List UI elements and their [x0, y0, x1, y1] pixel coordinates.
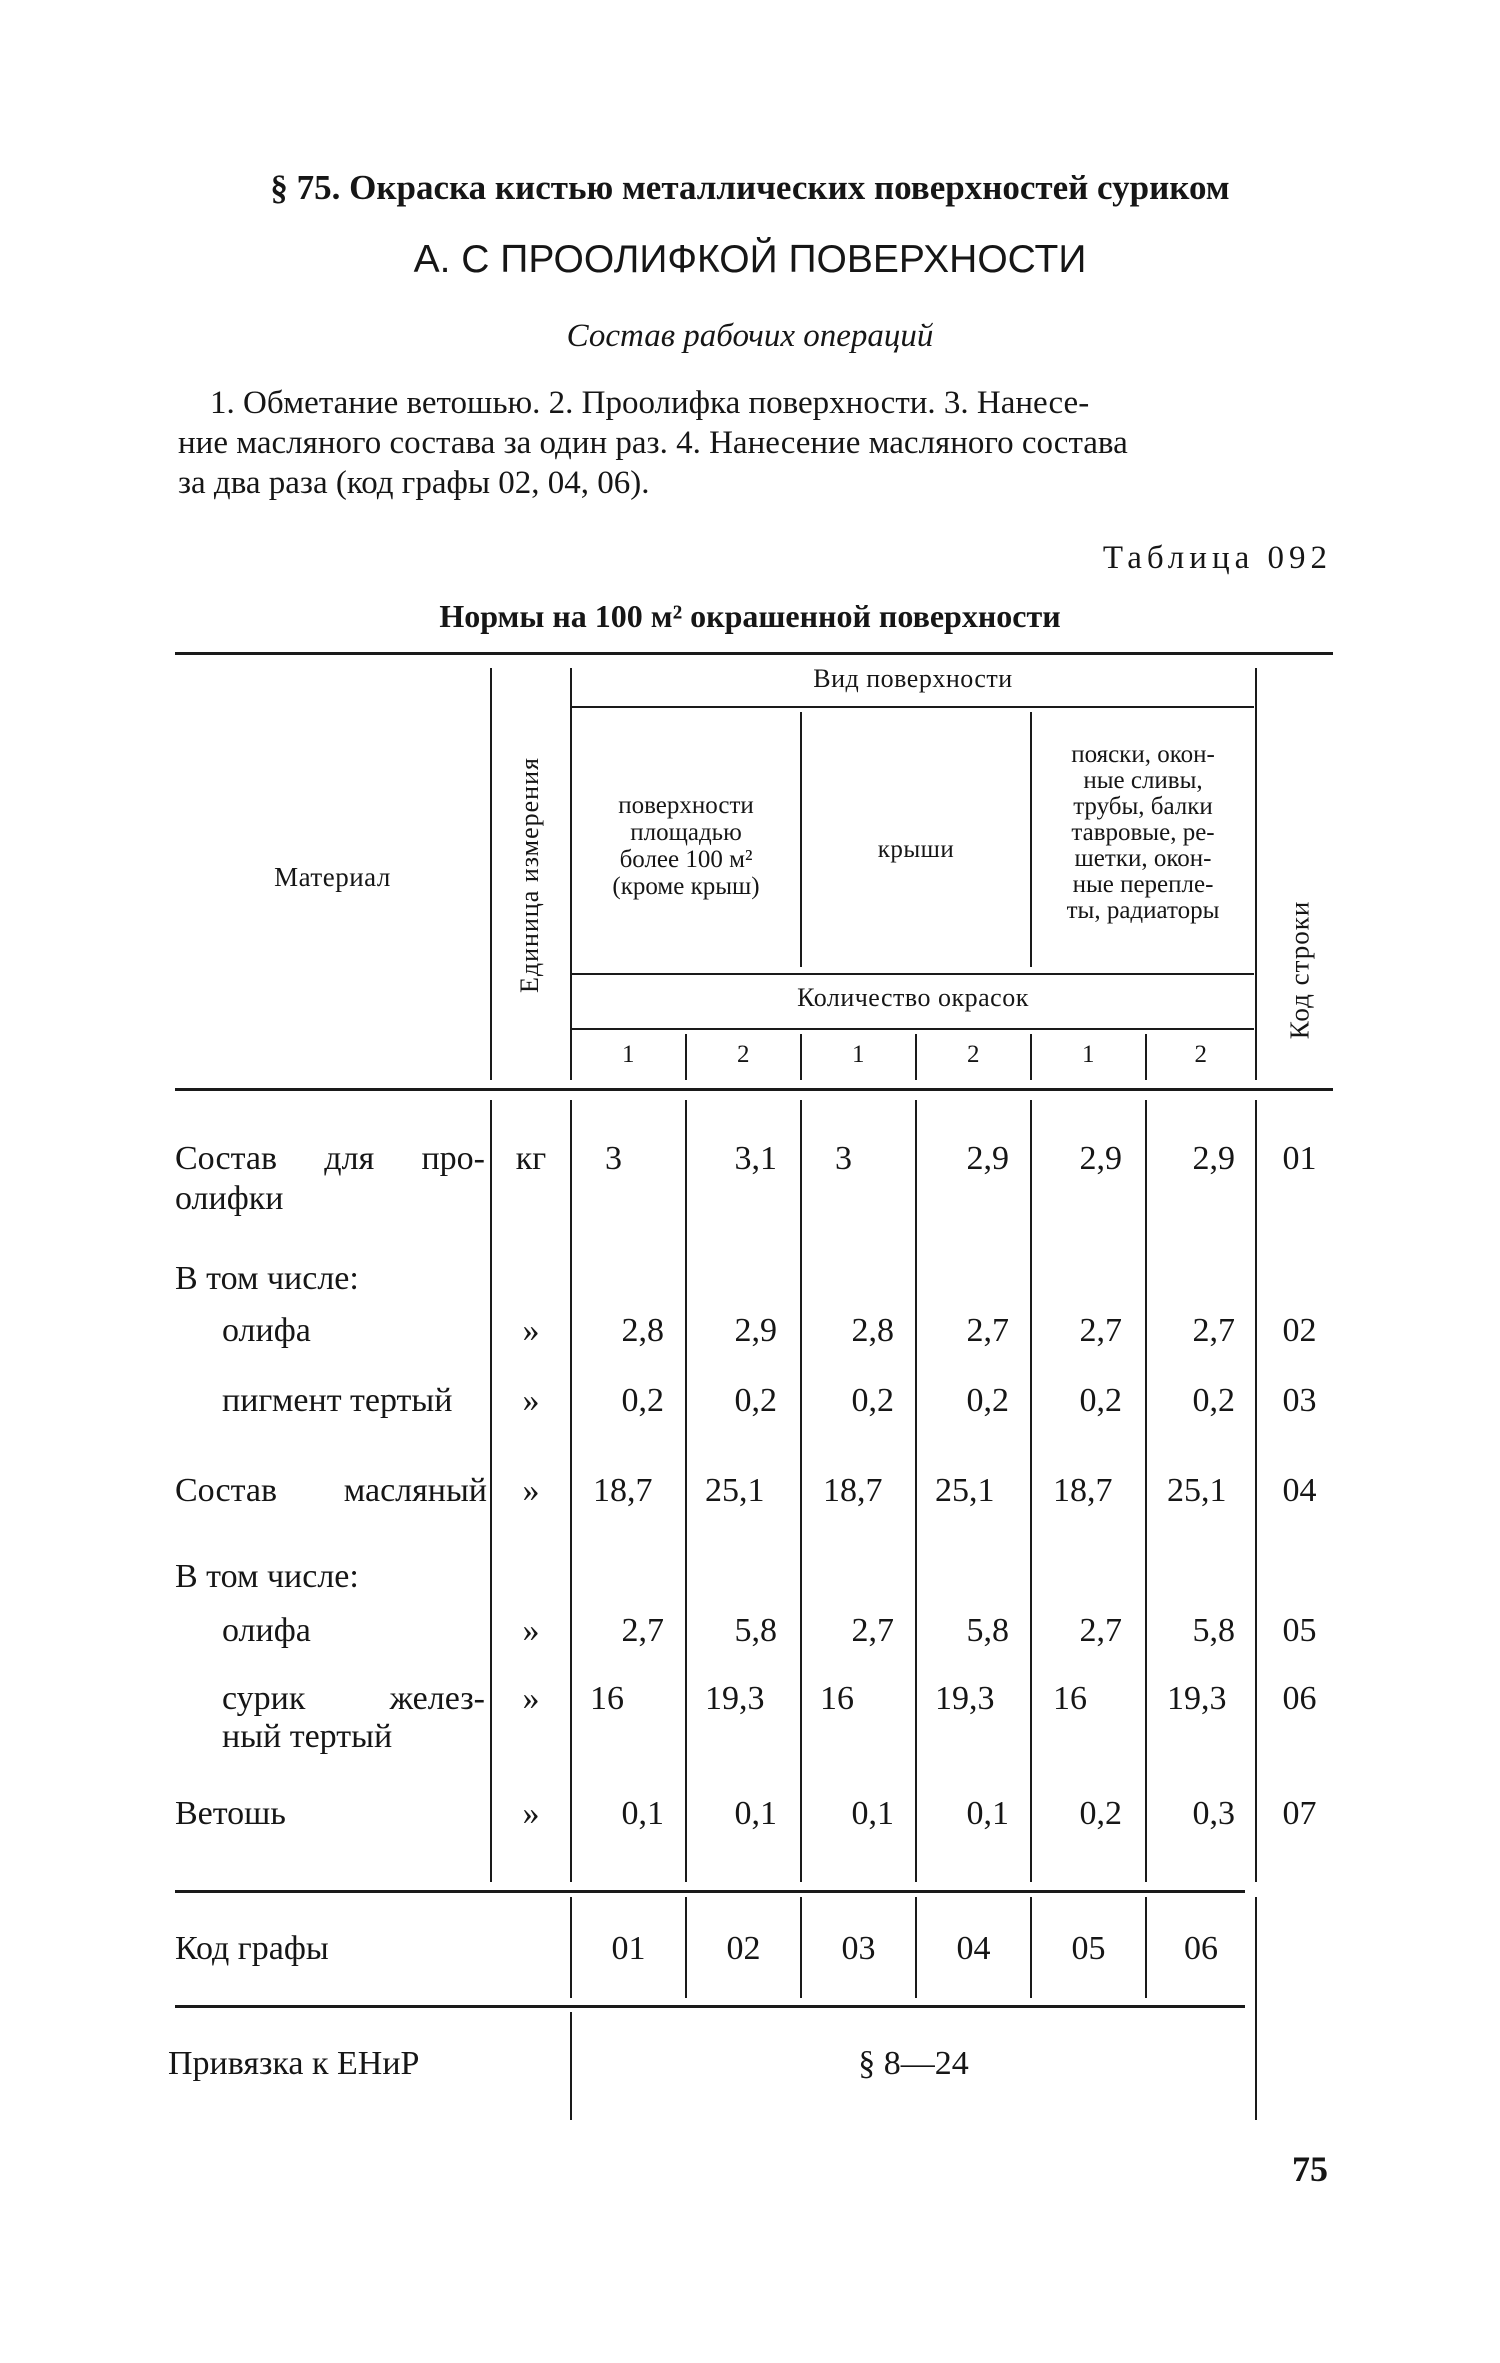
row-value: 5,8 [1192, 1612, 1235, 1649]
row-value: 5,8 [734, 1612, 777, 1649]
row-unit: кг [515, 1140, 547, 1177]
header-rule-count [572, 973, 1254, 975]
header-rule-coats [572, 1028, 1254, 1030]
row-value: 2,7 [621, 1612, 664, 1649]
codes-bottom-rule [175, 2005, 1245, 2008]
row-value: 0,2 [1079, 1382, 1122, 1419]
coat-divider-b-1 [685, 1100, 687, 1882]
header-coat-1: 1 [622, 1041, 635, 1068]
row-code: 07 [1282, 1795, 1317, 1832]
row-value: 2,9 [1192, 1140, 1235, 1177]
code-col-left-border-bottom [1255, 1897, 1257, 2120]
row-value: 16 [590, 1680, 624, 1717]
subgroup-label: В том числе: [175, 1260, 359, 1297]
header-surface-3-line: ные перепле- [1072, 871, 1214, 898]
header-surface-type: Вид поверхности [813, 664, 1013, 693]
row-unit: » [522, 1382, 540, 1419]
header-surface-3-line: тавровые, ре- [1071, 819, 1215, 846]
row-code: 01 [1282, 1140, 1317, 1177]
row-value: 3 [835, 1140, 852, 1177]
column-code: 06 [1184, 1930, 1218, 1967]
row-value: 0,1 [621, 1795, 664, 1832]
column-code: 03 [841, 1930, 876, 1967]
coat-divider-b-4 [1030, 1100, 1032, 1882]
operations-line-3: за два раза (код графы 02, 04, 06). [178, 465, 650, 501]
row-value: 3,1 [734, 1140, 777, 1177]
row-label: Состав масляный [175, 1472, 487, 1509]
row-value: 0,1 [851, 1795, 894, 1832]
binding-label: Привязка к ЕНиР [168, 2045, 420, 2082]
row-value: 2,7 [1192, 1312, 1235, 1349]
row-value: 0,1 [734, 1795, 777, 1832]
header-surface-1-line: более 100 м² [619, 846, 753, 873]
coat-divider-b-2 [800, 1100, 802, 1882]
row-value: 16 [1053, 1680, 1087, 1717]
row-code: 03 [1282, 1382, 1317, 1419]
column-code: 02 [726, 1930, 761, 1967]
header-rule-surface [572, 706, 1254, 708]
column-code: 04 [956, 1930, 991, 1967]
row-label: сурик желез- [222, 1680, 485, 1717]
body-bottom-rule [175, 1890, 1245, 1893]
row-value: 0,2 [1192, 1382, 1235, 1419]
header-surface-2: крыши [877, 836, 955, 863]
coat-divider-b-3 [915, 1100, 917, 1882]
row-value: 19,3 [935, 1680, 995, 1717]
header-material: Материал [274, 862, 391, 892]
row-value: 16 [820, 1680, 854, 1717]
header-surface-3-line: ные сливы, [1083, 767, 1203, 794]
row-value: 2,7 [1079, 1312, 1122, 1349]
row-value: 2,9 [1079, 1140, 1122, 1177]
header-surface-3-line: ты, радиаторы [1066, 897, 1220, 924]
column-code: 05 [1071, 1930, 1106, 1967]
row-label: ный тертый [222, 1718, 393, 1755]
row-code: 02 [1282, 1312, 1317, 1349]
header-surface-3 [1032, 742, 1254, 924]
row-unit: » [522, 1612, 540, 1649]
row-unit: » [522, 1795, 540, 1832]
binding-value: § 8—24 [858, 2045, 969, 2082]
row-value: 0,2 [966, 1382, 1009, 1419]
operations-heading: Состав рабочих операций [566, 318, 934, 354]
page-number: 75 [1292, 2149, 1328, 2189]
header-coats-count: Количество окрасок [797, 983, 1029, 1012]
operations-line-2: ние масляного состава за один раз. 4. Нанесение масляного состава [178, 425, 1128, 461]
table-top-rule [175, 652, 1333, 655]
row-value: 2,8 [621, 1312, 664, 1349]
row-value: 2,9 [966, 1140, 1009, 1177]
row-value: 2,7 [966, 1312, 1009, 1349]
unit-col-left-border [490, 668, 492, 1080]
header-row-code: Код строки [1284, 900, 1315, 1040]
row-label: олифки [175, 1180, 284, 1217]
row-value: 19,3 [1167, 1680, 1227, 1717]
row-label: Состав для про- [175, 1140, 485, 1177]
header-surface-3-line: пояски, окон- [1071, 741, 1215, 768]
row-code: 04 [1282, 1472, 1317, 1509]
row-value: 0,2 [734, 1382, 777, 1419]
row-unit: » [522, 1680, 540, 1717]
coat-divider-b-5 [1145, 1100, 1147, 1882]
operations-line-1: 1. Обметание ветошью. 2. Проолифка поверхности. 3. Нанесе- [210, 385, 1090, 421]
row-value: 0,1 [966, 1795, 1009, 1832]
row-value: 25,1 [1167, 1472, 1227, 1509]
row-value: 18,7 [593, 1472, 653, 1509]
row-label: Ветошь [175, 1795, 286, 1832]
header-surface-1-line: (кроме крыш) [612, 873, 760, 900]
row-value: 25,1 [935, 1472, 995, 1509]
row-value: 2,7 [1079, 1612, 1122, 1649]
header-unit-rotated: Единица измерения [515, 757, 544, 993]
row-value: 2,7 [851, 1612, 894, 1649]
header-surface-3-line: шетки, окон- [1074, 845, 1212, 872]
row-label: олифа [222, 1312, 311, 1349]
row-value: 0,3 [1192, 1795, 1235, 1832]
row-value: 18,7 [1053, 1472, 1113, 1509]
row-unit: » [522, 1472, 540, 1509]
header-surface-3-line: трубы, балки [1073, 793, 1213, 820]
table-caption: Нормы на 100 м² окрашенной поверхности [439, 598, 1061, 634]
row-label: пигмент тертый [222, 1382, 453, 1419]
row-value: 0,2 [621, 1382, 664, 1419]
header-coat-6: 2 [1194, 1041, 1208, 1068]
header-bottom-rule [175, 1088, 1333, 1091]
row-value: 3 [605, 1140, 622, 1177]
header-surface-1-line: поверхности [618, 792, 754, 819]
row-value: 0,2 [1079, 1795, 1122, 1832]
unit-col-right-border-body [570, 1100, 572, 1882]
row-value: 2,8 [851, 1312, 894, 1349]
row-value: 19,3 [705, 1680, 765, 1717]
subsection-title: А. С ПРООЛИФКОЙ ПОВЕРХНОСТИ [413, 238, 1087, 281]
row-unit: » [522, 1312, 540, 1349]
row-value: 5,8 [966, 1612, 1009, 1649]
row-value: 2,9 [734, 1312, 777, 1349]
header-coat-4: 2 [967, 1041, 980, 1068]
column-codes-label: Код графы [175, 1930, 329, 1967]
row-code: 05 [1282, 1612, 1317, 1649]
row-value: 0,2 [851, 1382, 894, 1419]
row-label: олифа [222, 1612, 311, 1649]
header-coat-3: 1 [852, 1041, 865, 1068]
row-code: 06 [1282, 1680, 1317, 1717]
header-coat-2: 2 [737, 1041, 750, 1068]
table-label: Таблица 092 [1102, 540, 1332, 576]
row-value: 18,7 [823, 1472, 883, 1509]
header-surface-1-line: площадью [630, 819, 742, 846]
subgroup-label: В том числе: [175, 1558, 359, 1595]
row-value: 25,1 [705, 1472, 765, 1509]
header-surface-1 [572, 792, 800, 900]
section-title: § 75. Окраска кистью металлических поверхностей суриком [270, 168, 1230, 207]
header-coat-5: 1 [1082, 1041, 1095, 1068]
code-col-left-border [1255, 668, 1257, 1080]
column-code: 01 [611, 1930, 646, 1967]
